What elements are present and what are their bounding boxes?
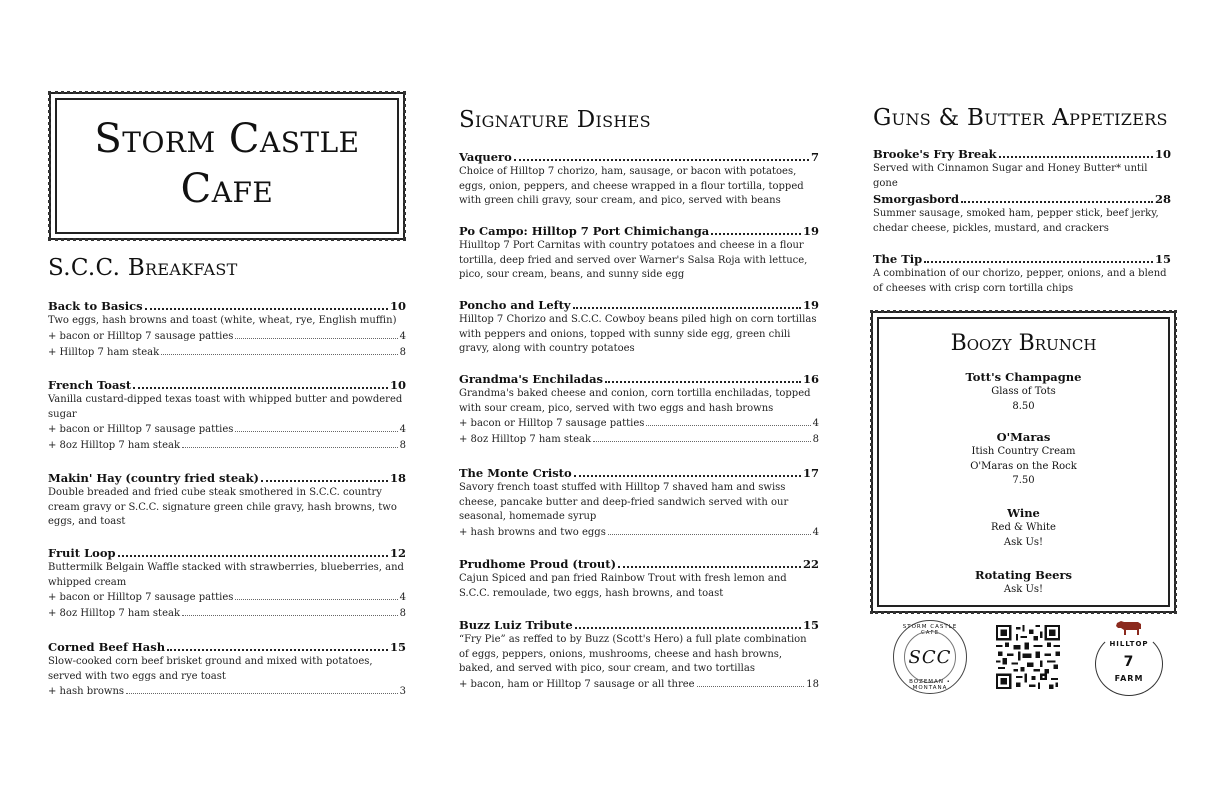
boozy-brunch-frame (877, 317, 1170, 607)
menu-item-description: Slow-cooked corn beef brisket ground and mixed with potatoes, served with two eggs and rye toast (48, 656, 373, 682)
dot-leader (182, 615, 398, 616)
scc-logo-bottom-text: BOZEMAN • MONTANA (909, 679, 951, 691)
dot-leader (235, 338, 397, 339)
menu-item-name: The Tip (873, 252, 923, 266)
addon-label: + 8oz Hilltop 7 ham steak (48, 608, 181, 619)
menu-item-header (459, 465, 819, 481)
addon-price: 8 (812, 434, 819, 445)
dot-leader (182, 447, 398, 448)
menu-item-description: Double breaded and fried cube steak smothered in S.C.C. country cream gravy or S.C.C. signature green chile gravy, hash browns, two eggs, and toast (48, 487, 397, 527)
menu-item-header (459, 556, 819, 572)
menu-item-header (48, 298, 406, 314)
boozy-item-detail: Red & White (991, 522, 1056, 533)
menu-item (48, 639, 406, 700)
menu-item-price: 16 (802, 372, 819, 386)
menu-item-name: Smorgasbord (873, 192, 959, 206)
menu-item-description: Hilltop 7 Chorizo and S.C.C. Cowboy beans piled high on corn tortillas with peppers and onions, topped with sunny side egg, green chili gravy, along with country potatoes (459, 314, 817, 354)
scc-logo (893, 620, 967, 694)
dot-leader (608, 534, 811, 535)
menu-item (48, 298, 406, 361)
dot-leader (575, 627, 801, 629)
menu-item-description: Cajun Spiced and pan fried Rainbow Trout with fresh lemon and S.C.C. remoulade, two eggs, hash browns, and toast (459, 573, 787, 599)
farm-logo-number: 7 (1123, 654, 1135, 670)
addon-row (48, 345, 406, 361)
addon-price: 4 (812, 526, 819, 538)
cafe-title-line-2: Cafe (180, 166, 274, 212)
menu-item-header (48, 545, 406, 561)
addon-label: + bacon or Hilltop 7 sausage patties (48, 330, 234, 342)
dot-leader (593, 441, 811, 442)
menu-item-header (459, 223, 819, 239)
addon-label: + hash browns (48, 686, 125, 697)
addon-label: + hash browns and two eggs (459, 526, 606, 538)
dot-leader (573, 307, 801, 309)
dot-leader (924, 261, 1153, 263)
menu-item-price: 10 (389, 378, 406, 392)
menu-item-name: French Toast (48, 378, 132, 392)
qr-code-icon[interactable] (996, 625, 1060, 689)
menu-item-name: Poncho and Lefty (459, 298, 571, 312)
menu-item (873, 191, 1171, 236)
scc-logo-top-text: STORM CASTLE CAFE (902, 624, 958, 636)
boozy-brunch-heading: Boozy Brunch (950, 331, 1097, 356)
menu-item-name: Vaquero (459, 150, 512, 164)
menu-item-description: “Fry Pie” as reffed to by Buzz (Scott's Hero) a full plate combination of eggs, peppers, onions, mushrooms, cheese and hash browns, baked, and served with pico, sour cream, and two tortillas (459, 634, 807, 674)
addon-row (459, 525, 819, 541)
addon-price: 18 (806, 678, 819, 690)
menu-item-header (873, 251, 1171, 267)
dot-leader (145, 308, 388, 310)
addon-label: + bacon or Hilltop 7 sausage patties (48, 424, 234, 435)
menu-item-price: 15 (389, 640, 406, 654)
addon-row (48, 684, 406, 700)
addon-row (459, 416, 819, 432)
boozy-item-name: Rotating Beers (975, 568, 1072, 582)
menu-item-name: Prudhome Proud (trout) (459, 557, 617, 571)
menu-item-price: 19 (802, 298, 819, 312)
menu-item-description: Savory french toast stuffed with Hilltop 7 shaved ham and swiss cheese, pancake butter and deep-fried sandwich served with our seasonal, homemade syrup (459, 482, 789, 522)
addon-row (459, 677, 819, 693)
menu-item-name: Po Campo: Hilltop 7 Port Chimichanga (459, 224, 710, 238)
menu-item-header (459, 297, 819, 313)
dot-leader (161, 354, 397, 355)
menu-item-description: Grandma's baked cheese and conion, corn tortilla enchiladas, topped with sour cream, pico, served with two eggs and hash browns (459, 388, 811, 414)
menu-item (48, 470, 406, 530)
dot-leader (126, 693, 398, 694)
addon-row (48, 438, 406, 454)
dot-leader (999, 156, 1153, 158)
addon-price: 4 (399, 424, 406, 435)
menu-item-description: Buttermilk Belgain Waffle stacked with strawberries, blueberries, and whipped cream (48, 562, 404, 588)
boozy-item-name: O'Maras (996, 430, 1051, 444)
addon-label: + bacon, ham or Hilltop 7 sausage or all three (459, 678, 695, 690)
addon-label: + 8oz Hilltop 7 ham steak (48, 440, 181, 451)
boozy-item-name: Wine (1007, 506, 1040, 520)
boozy-item-detail: Itish Country Cream (971, 446, 1076, 457)
boozy-item-detail: Ask Us! (1003, 536, 1044, 548)
addon-row (48, 422, 406, 438)
dot-leader (605, 381, 801, 383)
scc-logo-letters: SCC (904, 631, 956, 683)
menu-item (459, 149, 819, 209)
menu-item-description: A combination of our chorizo, pepper, onions, and a blend of cheeses with crisp corn tortilla chips (873, 268, 1167, 294)
menu-item (459, 617, 819, 693)
menu-item-description: Summer sausage, smoked ham, pepper stick, beef jerky, chedar cheese, pickles, mustard, and crackers (873, 208, 1159, 234)
farm-logo-top: HILLTOP (1109, 640, 1149, 648)
menu-item-name: Brooke's Fry Break (873, 147, 997, 161)
dot-leader (697, 686, 805, 687)
menu-item-header (48, 377, 406, 393)
hilltop-farm-logo (1093, 618, 1165, 696)
menu-item (459, 556, 819, 601)
addon-price: 4 (399, 592, 406, 603)
menu-item-description: Served with Cinnamon Sugar and Honey Butter* until gone (873, 163, 1148, 189)
menu-item-name: The Monte Cristo (459, 466, 572, 480)
dot-leader (574, 475, 801, 477)
menu-item-name: Grandma's Enchiladas (459, 372, 603, 386)
menu-item (48, 377, 406, 454)
farm-logo-bottom: FARM (1114, 674, 1144, 683)
menu-item-price: 22 (802, 557, 819, 571)
dot-leader (261, 480, 388, 482)
addon-label: + 8oz Hilltop 7 ham steak (459, 434, 592, 445)
menu-item-name: Fruit Loop (48, 546, 116, 560)
menu-item-price: 17 (802, 466, 819, 480)
menu-item-header (459, 149, 819, 165)
addon-price: 3 (399, 686, 406, 697)
menu-item-header (873, 146, 1171, 162)
menu-item-price: 15 (802, 618, 819, 632)
addon-label: + bacon or Hilltop 7 sausage patties (48, 592, 234, 603)
boozy-item-detail: 7.50 (1012, 475, 1035, 486)
dot-leader (235, 431, 397, 432)
menu-item-description: Two eggs, hash browns and toast (white, wheat, rye, English muffin) (48, 315, 397, 326)
boozy-item-detail: Ask Us! (1003, 584, 1044, 595)
addon-row (48, 606, 406, 622)
dot-leader (646, 425, 810, 426)
menu-item-header (48, 639, 406, 655)
menu-item-header (873, 191, 1171, 207)
dot-leader (167, 649, 388, 651)
menu-item-price: 15 (1154, 252, 1171, 266)
menu-item-name: Buzz Luiz Tribute (459, 618, 573, 632)
addon-price: 8 (399, 608, 406, 619)
menu-item (48, 545, 406, 622)
menu-item-header (459, 371, 819, 387)
dot-leader (133, 387, 388, 389)
menu-item-name: Makin' Hay (country fried steak) (48, 471, 259, 485)
boozy-item-detail: O'Maras on the Rock (970, 460, 1077, 472)
menu-item-name: Back to Basics (48, 299, 143, 313)
addon-label: + Hilltop 7 ham steak (48, 346, 160, 358)
menu-item-name: Corned Beef Hash (48, 640, 166, 654)
dot-leader (235, 599, 397, 600)
menu-item (459, 223, 819, 283)
dot-leader (711, 233, 801, 235)
menu-item (873, 146, 1171, 191)
menu-item-header (48, 470, 406, 486)
boozy-item-detail: Glass of Tots (991, 386, 1056, 397)
menu-item-header (459, 617, 819, 633)
addon-price: 8 (399, 346, 406, 358)
addon-label: + bacon or Hilltop 7 sausage patties (459, 418, 645, 429)
boozy-item (879, 505, 1168, 550)
addon-row (459, 432, 819, 448)
addon-row (48, 329, 406, 345)
cafe-title-line-1: Storm Castle (94, 116, 360, 162)
addon-price: 4 (399, 330, 406, 342)
boozy-item-detail: 8.50 (1012, 400, 1035, 412)
menu-item-price: 12 (389, 546, 406, 560)
boozy-item (879, 567, 1168, 598)
menu-item-price: 10 (389, 299, 406, 313)
dot-leader (618, 566, 801, 568)
signature-heading: Signature Dishes (459, 107, 651, 133)
addon-price: 8 (399, 440, 406, 451)
breakfast-heading: S.C.C. Breakfast (48, 255, 238, 281)
dot-leader (514, 159, 809, 161)
boozy-item (879, 369, 1168, 414)
boozy-item-name: Tott's Champagne (965, 370, 1082, 384)
menu-item-description: Choice of Hilltop 7 chorizo, ham, sausage, or bacon with potatoes, eggs, onion, peppers, and cheese wrapped in a flour tortilla, topped with green chili gravy, sour cream, and pico, served with beans (459, 166, 804, 206)
menu-item (459, 297, 819, 357)
menu-item-description: Vanilla custard-dipped texas toast with whipped butter and powdered sugar (48, 394, 403, 420)
dot-leader (118, 555, 388, 557)
boozy-item (879, 429, 1168, 489)
menu-item-price: 28 (1154, 192, 1171, 206)
menu-item-description: Hiulltop 7 Port Carnitas with country potatoes and cheese in a flour tortilla, deep fried and served over Warner's Salsa Roja with lettuce, pico, sour cream, beans, and sunny side egg (459, 240, 808, 280)
title-frame (55, 98, 399, 234)
menu-item-price: 10 (1154, 147, 1171, 161)
menu-item (459, 465, 819, 541)
addon-price: 4 (812, 418, 819, 429)
menu-item (873, 251, 1171, 296)
menu-item-price: 7 (810, 150, 819, 164)
menu-item (459, 371, 819, 448)
addon-row (48, 590, 406, 606)
appetizers-heading: Guns & Butter Appetizers (873, 105, 1168, 131)
menu-item-price: 18 (389, 471, 406, 485)
menu-item-price: 19 (802, 224, 819, 238)
dot-leader (961, 201, 1153, 203)
